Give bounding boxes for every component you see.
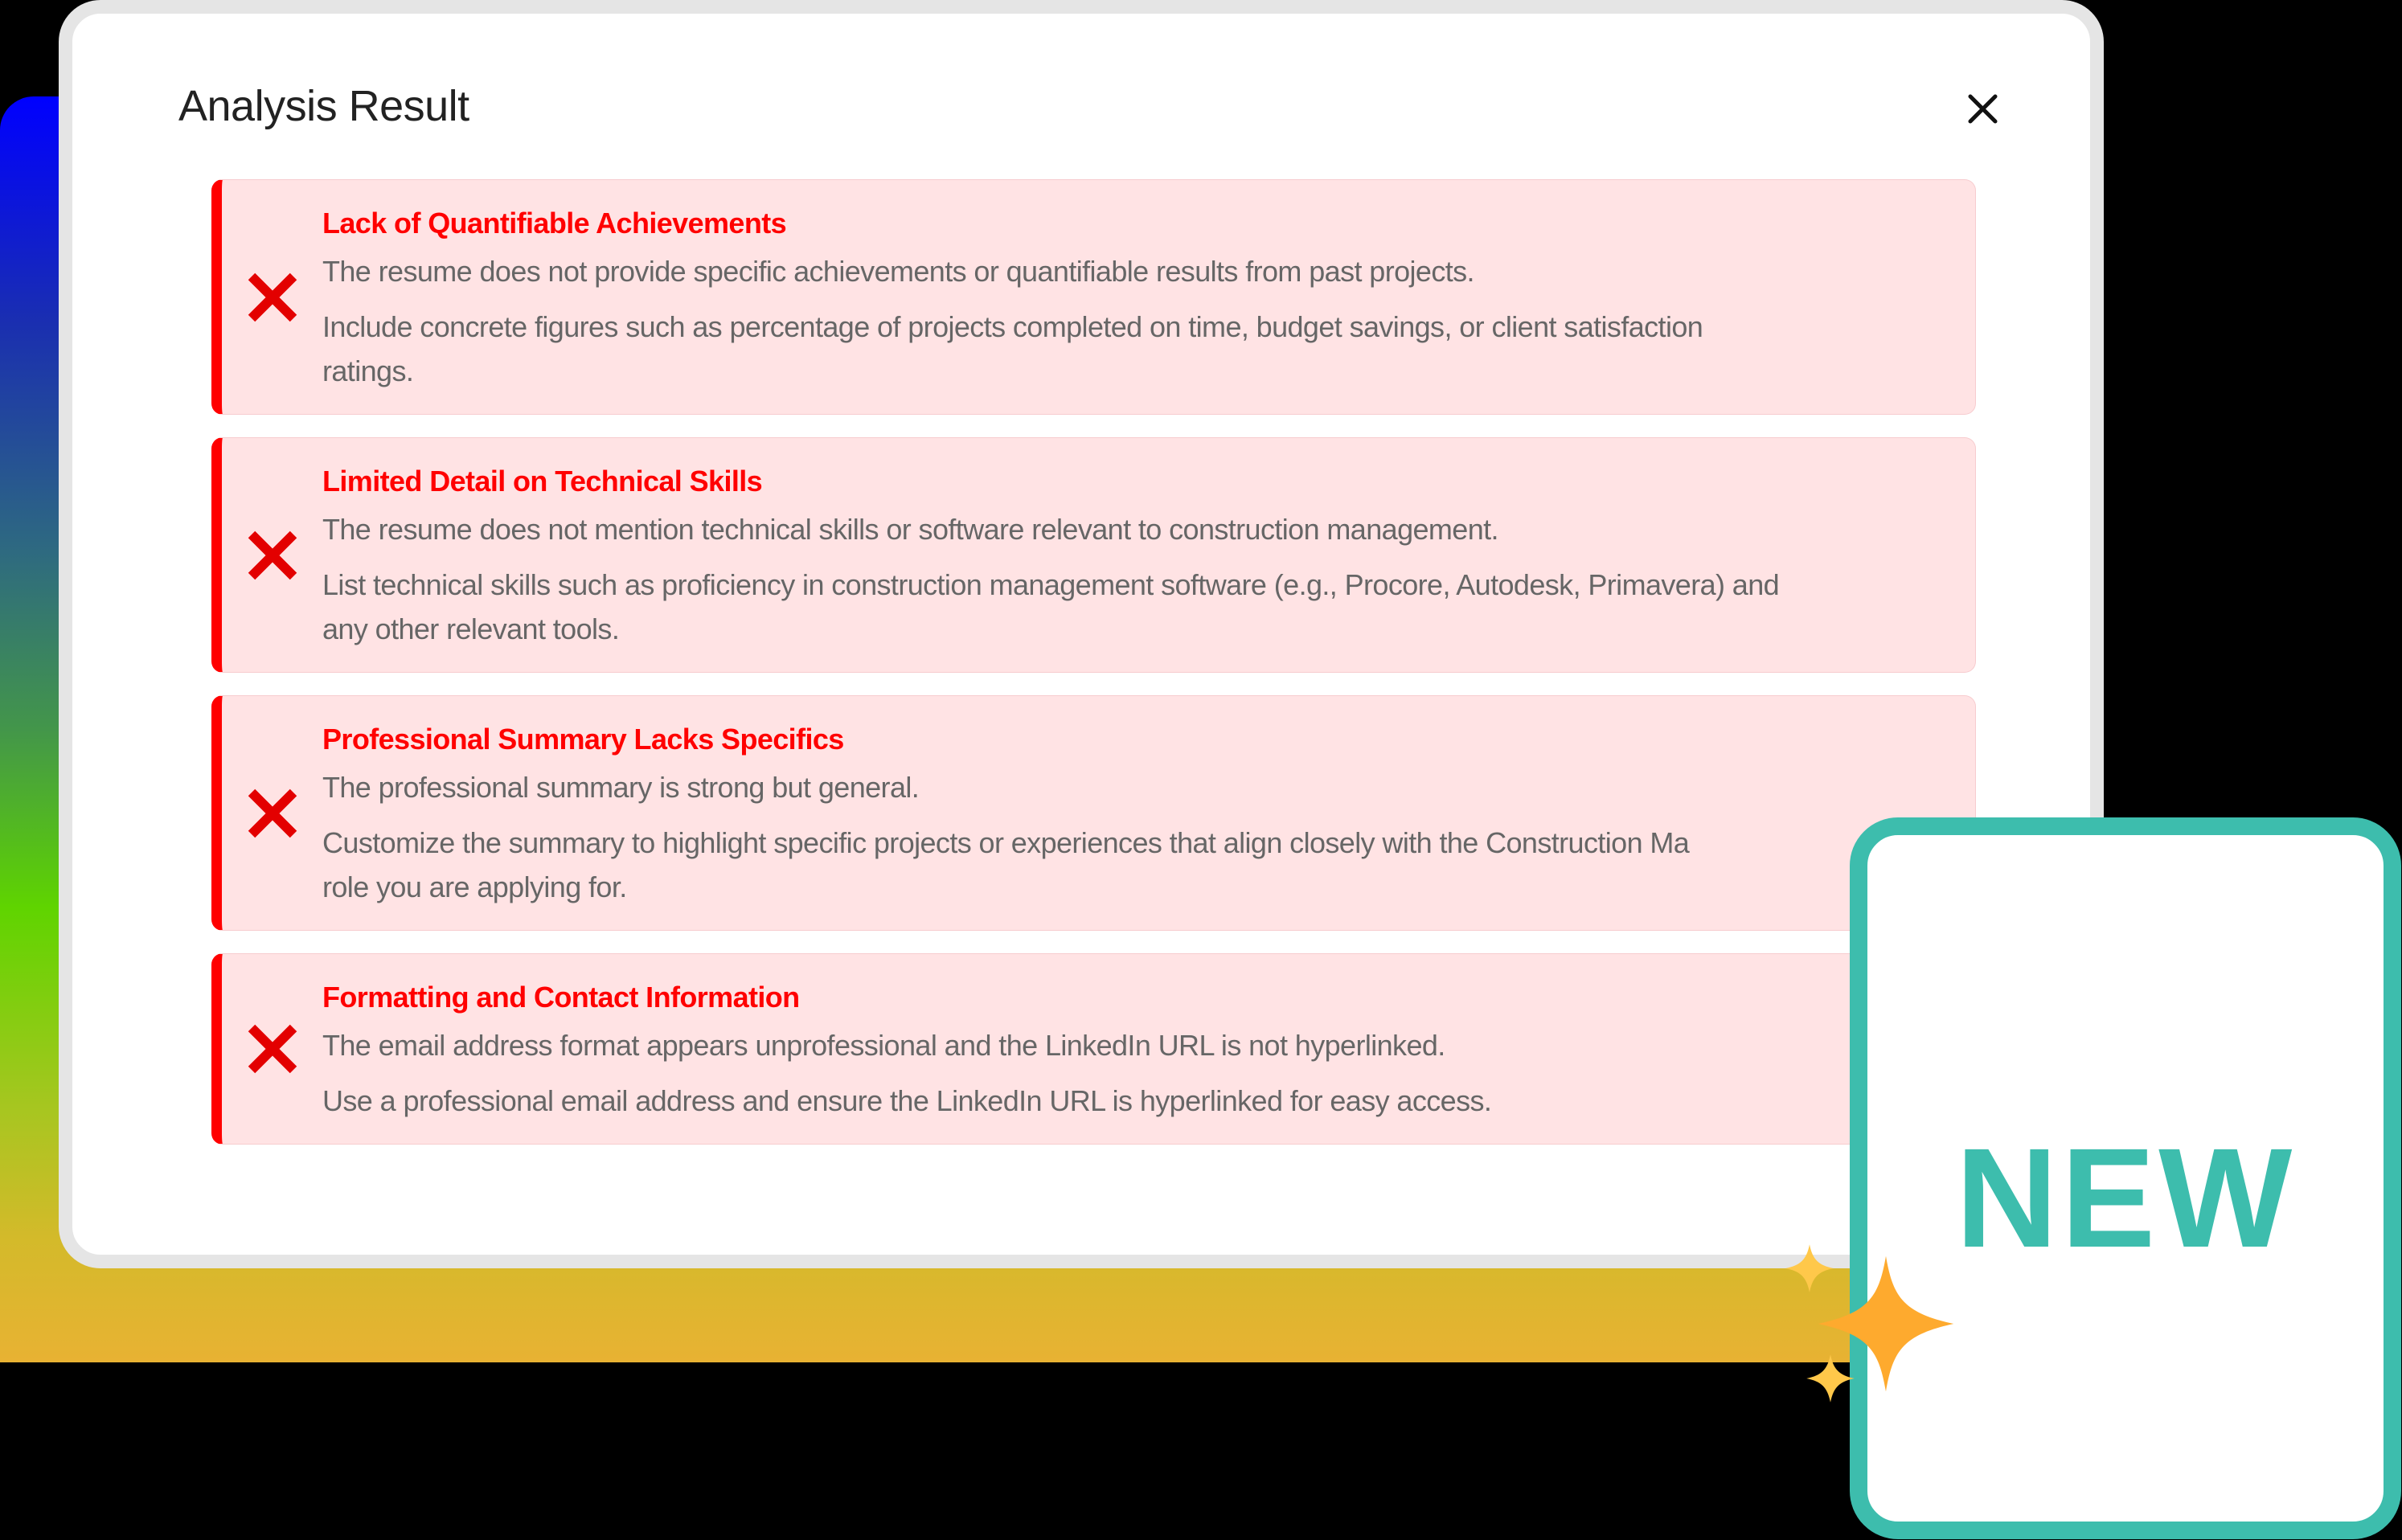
issue-suggestion-line: ratings. bbox=[322, 354, 414, 387]
cross-icon bbox=[246, 1022, 299, 1075]
cross-icon bbox=[246, 271, 299, 324]
issue-card bbox=[211, 953, 1976, 1145]
issue-title: Lack of Quantifiable Achievements bbox=[322, 207, 787, 240]
cross-icon bbox=[246, 529, 299, 582]
issue-card bbox=[211, 179, 1976, 415]
close-icon bbox=[1968, 94, 1998, 124]
issue-problem-line: The resume does not mention technical skills or software relevant to construction management. bbox=[322, 513, 1498, 546]
issue-suggestion bbox=[322, 563, 1943, 651]
issue-suggestion-line: List technical skills such as proficiency in construction management software (e.g., Procore, Autodesk, Primavera) and bbox=[322, 568, 1780, 601]
issue-suggestion bbox=[322, 305, 1943, 393]
issue-problem-line: The email address format appears unprofessional and the LinkedIn URL is not hyperlinked. bbox=[322, 1029, 1445, 1062]
issue-title: Formatting and Contact Information bbox=[322, 981, 800, 1014]
issue-problem-line: The professional summary is strong but general. bbox=[322, 771, 920, 804]
sparkle-icon bbox=[1817, 1243, 1955, 1404]
issue-card bbox=[211, 437, 1976, 673]
close-button[interactable] bbox=[1968, 94, 1998, 124]
issue-suggestion-line: any other relevant tools. bbox=[322, 612, 620, 645]
issue-card bbox=[211, 695, 1976, 931]
issue-problem bbox=[322, 1023, 1943, 1067]
issue-title: Limited Detail on Technical Skills bbox=[322, 465, 763, 498]
issue-list bbox=[211, 179, 1976, 1167]
issue-problem bbox=[322, 507, 1943, 551]
new-feature-badge bbox=[1850, 817, 2401, 1539]
modal-title: Analysis Result bbox=[178, 82, 469, 130]
issue-title: Professional Summary Lacks Specifics bbox=[322, 723, 844, 756]
issue-suggestion-line: role you are applying for. bbox=[322, 870, 627, 903]
issue-problem bbox=[322, 249, 1943, 293]
cross-icon bbox=[246, 787, 299, 840]
new-label: NEW bbox=[1955, 1120, 2296, 1277]
issue-suggestion-line: Include concrete figures such as percentage of projects completed on time, budget savings, or client satisfaction bbox=[322, 310, 1703, 343]
analysis-result-modal bbox=[59, 0, 2104, 1268]
issue-suggestion bbox=[322, 821, 1943, 909]
issue-problem-line: The resume does not provide specific achievements or quantifiable results from past projects. bbox=[322, 255, 1474, 288]
issue-suggestion-line: Customize the summary to highlight specific projects or experiences that align closely with the Construction Ma bbox=[322, 826, 1690, 859]
issue-suggestion bbox=[322, 1079, 1943, 1123]
issue-problem bbox=[322, 765, 1943, 809]
issue-suggestion-line: Use a professional email address and ensure the LinkedIn URL is hyperlinked for easy access. bbox=[322, 1084, 1492, 1117]
